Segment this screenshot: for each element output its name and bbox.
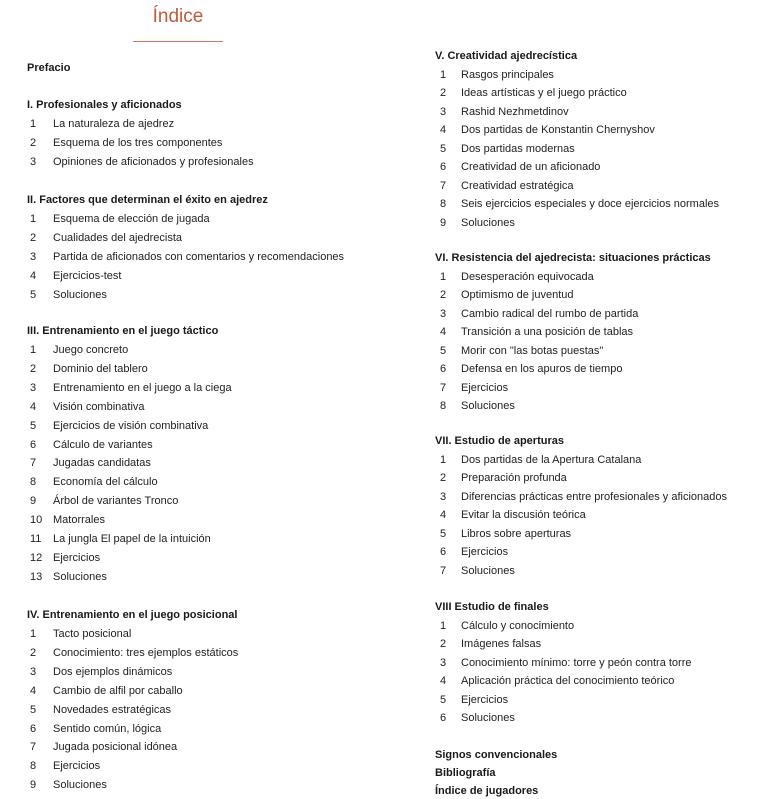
entry-title: Soluciones [461,564,515,577]
toc-entry[interactable] [435,528,571,541]
entry-title: Ejercicios [461,546,509,558]
entry-title: Ejercicios-test [53,269,122,282]
entry-title: Soluciones [53,570,107,583]
entry-title: Soluciones [53,779,107,792]
entry-title: Cálculo y conocimiento [461,619,575,632]
toc-entry[interactable] [27,723,161,736]
toc-entry[interactable] [27,251,344,264]
entry-title: Soluciones [53,288,107,301]
toc-entry[interactable] [27,137,222,150]
toc-entry[interactable] [435,345,603,358]
entry-title: Tacto posicional [53,628,132,640]
entry-number: 5 [30,703,37,716]
toc-entry[interactable] [27,495,178,508]
toc-entry[interactable] [27,420,208,433]
entry-number: 6 [30,722,37,735]
entry-title: Optimismo de juventud [461,289,574,301]
entry-title: Rashid Nezhmetdinov [461,105,569,118]
entry-title: Cambio de alfil por caballo [53,684,183,697]
entry-title: Esquema de los tres componentes [53,136,223,149]
entry-title: Ejercicios [53,551,101,564]
toc-entry[interactable] [435,69,554,82]
entry-number: 3 [440,656,447,669]
entry-title: Dominio del tablero [53,362,148,375]
toc-entry[interactable] [27,439,153,452]
toc-entry[interactable] [435,546,508,559]
entry-number: 2 [440,638,447,650]
entry-title: Preparación profunda [461,472,567,484]
entry-number: 2 [440,289,447,301]
entry-number: 2 [30,136,37,149]
toc-entry[interactable] [27,156,254,169]
entry-number: 10 [30,514,43,527]
section-title[interactable]: IV. Entrenamiento en el juego posicional [27,609,238,621]
toc-entry[interactable] [435,400,515,413]
toc-entry[interactable] [435,326,633,339]
entry-number: 1 [440,453,447,466]
entry-number: 5 [440,693,447,706]
entry-number: 3 [30,665,37,678]
toc-entry[interactable] [27,382,232,395]
toc-entry[interactable] [435,657,692,670]
toc-entry[interactable] [435,363,622,376]
entry-number: 1 [30,213,37,225]
toc-entry[interactable] [435,198,719,211]
entry-title: Cualidades del ajedrecista [53,231,183,244]
entry-title: Juego concreto [53,344,129,356]
toc-entry[interactable] [27,779,107,792]
toc-entry[interactable] [27,118,174,131]
section-title[interactable]: VI. Resistencia del ajedrecista: situaciones prácticas [435,252,711,264]
entry-title: Libros sobre aperturas [461,527,572,540]
entry-number: 9 [30,779,37,792]
entry-title: Conocimiento: tres ejemplos estáticos [53,646,239,659]
entry-number: 13 [30,570,43,583]
entry-title: Dos partidas de la Apertura Catalana [461,453,642,466]
entry-title: Morir con "las botas puestas" [461,344,604,357]
entry-number: 5 [30,288,37,301]
toc-entry[interactable] [27,760,100,773]
toc-entry[interactable] [27,741,177,754]
toc-entry[interactable] [27,213,210,226]
entry-title: Dos partidas modernas [461,142,575,155]
section-title[interactable]: Signos convencionales [435,749,558,761]
entry-number: 3 [440,490,447,503]
entry-number: 2 [440,87,447,99]
section-title[interactable]: III. Entrenamiento en el juego táctico [27,325,219,337]
entry-title: Partida de aficionados con comentarios y recomendaciones [53,250,345,263]
entry-number: 8 [30,476,37,489]
entry-number: 4 [440,326,447,338]
toc-entry[interactable] [435,675,674,688]
entry-number: 2 [440,472,447,484]
toc-entry[interactable] [27,289,107,302]
section-title[interactable]: Prefacio [27,62,71,74]
toc-entry[interactable] [27,270,121,283]
section-title[interactable]: Índice de jugadores [435,785,539,797]
entry-title: Árbol de variantes Tronco [53,495,179,508]
section-title[interactable]: V. Creatividad ajedrecística [435,50,578,62]
toc-entry[interactable] [435,509,586,522]
entry-number: 1 [440,270,447,283]
entry-title: Soluciones [461,216,515,229]
entry-number: 12 [30,551,43,564]
entry-title: Seis ejercicios especiales y doce ejercicios normales [461,198,720,210]
entry-number: 1 [440,68,447,81]
toc-entry[interactable] [435,87,627,100]
toc-entry[interactable] [27,552,100,565]
entry-title: Matorrales [53,514,105,527]
entry-number: 4 [30,269,37,282]
entry-number: 8 [440,198,447,210]
toc-entry[interactable] [435,143,575,156]
entry-title: Ejercicios [461,381,509,394]
entry-number: 11 [30,533,42,545]
entry-number: 4 [440,509,447,521]
toc-entry[interactable] [435,454,641,467]
entry-number: 6 [440,363,447,375]
toc-entry[interactable] [27,476,158,489]
entry-number: 6 [440,546,447,558]
entry-number: 7 [440,564,447,577]
section-title[interactable]: Bibliografía [435,767,496,779]
entry-number: 3 [30,155,37,168]
toc-entry[interactable] [27,533,211,546]
entry-number: 6 [30,438,37,451]
entry-number: 2 [30,362,37,375]
entry-title: Ejercicios [461,693,509,706]
entry-title: La naturaleza de ajedrez [53,118,175,130]
entry-number: 1 [30,344,37,356]
entry-number: 7 [30,741,37,754]
entry-title: Opiniones de aficionados y profesionales [53,155,254,168]
entry-number: 2 [30,646,37,659]
entry-number: 7 [30,457,37,470]
entry-title: Evitar la discusión teórica [461,509,586,521]
toc-entry[interactable] [435,271,594,284]
toc-entry[interactable] [435,308,638,321]
entry-number: 9 [440,216,447,229]
toc-entry[interactable] [27,401,145,414]
entry-number: 3 [440,307,447,320]
toc-entry[interactable] [435,106,569,119]
section-title[interactable]: VIII Estudio de finales [435,601,549,613]
toc-entry[interactable] [435,180,574,193]
entry-number: 5 [440,344,447,357]
toc-entry[interactable] [435,694,508,707]
toc-entry[interactable] [435,565,515,578]
section-title[interactable]: I. Profesionales y aficionados [27,99,182,111]
entry-number: 4 [440,675,447,687]
toc-entry[interactable] [435,124,655,137]
toc-entry[interactable] [27,666,172,679]
entry-number: 8 [440,400,447,412]
toc-entry[interactable] [27,628,131,641]
toc-entry[interactable] [435,712,515,725]
entry-title: Sentido común, lógica [53,722,162,735]
entry-title: Cálculo de variantes [53,438,153,451]
entry-number: 7 [440,179,447,192]
section-title[interactable]: II. Factores que determinan el éxito en ajedrez [27,194,268,206]
toc-entry[interactable] [27,514,105,527]
entry-number: 5 [440,527,447,540]
toc-entry[interactable] [435,217,515,230]
entry-title: Dos ejemplos dinámicos [53,665,173,678]
entry-title: Ejercicios de visión combinativa [53,419,209,432]
entry-title: Transición a una posición de tablas [461,326,634,338]
entry-title: Soluciones [461,712,515,724]
entry-number: 4 [30,400,37,413]
section-title[interactable]: VII. Estudio de aperturas [435,435,564,447]
toc-entry[interactable] [27,685,183,698]
entry-number: 2 [30,231,37,244]
entry-title: Defensa en los apuros de tiempo [461,363,623,375]
entry-title: Esquema de elección de jugada [53,213,210,225]
toc-entry[interactable] [27,704,171,717]
entry-number: 4 [440,124,447,136]
entry-title: Cambio radical del rumbo de partida [461,307,639,320]
toc-entry[interactable] [435,638,541,651]
entry-title: La jungla El papel de la intuición [53,533,211,545]
entry-number: 8 [30,760,37,773]
entry-number: 6 [440,161,447,173]
entry-title: Entrenamiento en el juego a la ciega [53,381,232,394]
entry-title: Visión combinativa [53,400,145,413]
entry-title: Ejercicios [53,760,101,773]
toc-entry[interactable] [435,161,600,174]
toc-entry[interactable] [435,472,567,485]
entry-title: Soluciones [461,400,515,412]
entry-title: Novedades estratégicas [53,703,172,716]
toc-entry[interactable] [435,620,574,633]
entry-number: 6 [440,712,447,724]
entry-number: 1 [30,118,37,130]
toc-entry[interactable] [27,344,128,357]
entry-number: 3 [30,250,37,263]
toc-entry[interactable] [435,289,574,302]
entry-number: 9 [30,495,37,508]
entry-title: Economía del cálculo [53,476,158,489]
entry-title: Jugadas candidatas [53,457,151,470]
toc-entry[interactable] [27,571,107,584]
title-underline [133,41,223,42]
entry-title: Ideas artísticas y el juego práctico [461,87,627,99]
entry-number: 1 [30,628,37,640]
entry-title: Rasgos principales [461,68,554,81]
entry-title: Imágenes falsas [461,638,542,650]
entry-number: 3 [30,381,37,394]
entry-number: 5 [440,142,447,155]
toc-entry[interactable] [27,457,151,470]
toc-entry[interactable] [435,382,508,395]
entry-title: Jugada posicional idónea [53,741,178,754]
entry-number: 1 [440,619,447,632]
toc-entry[interactable] [27,232,182,245]
entry-title: Diferencias prácticas entre profesionales y aficionados [461,490,727,503]
entry-number: 4 [30,684,37,697]
toc-entry[interactable] [27,363,148,376]
entry-number: 5 [30,419,37,432]
entry-title: Creatividad estratégica [461,179,574,192]
entry-number: 3 [440,105,447,118]
entry-title: Aplicación práctica del conocimiento teórico [461,675,675,687]
toc-entry[interactable] [435,491,727,504]
entry-title: Desesperación equivocada [461,270,594,283]
entry-title: Dos partidas de Konstantin Chernyshov [461,124,655,136]
toc-entry[interactable] [27,647,238,660]
entry-title: Creatividad de un aficionado [461,161,601,173]
entry-number: 7 [440,381,447,394]
page-title: Índice [152,6,204,27]
entry-title: Conocimiento mínimo: torre y peón contra torre [461,656,692,669]
